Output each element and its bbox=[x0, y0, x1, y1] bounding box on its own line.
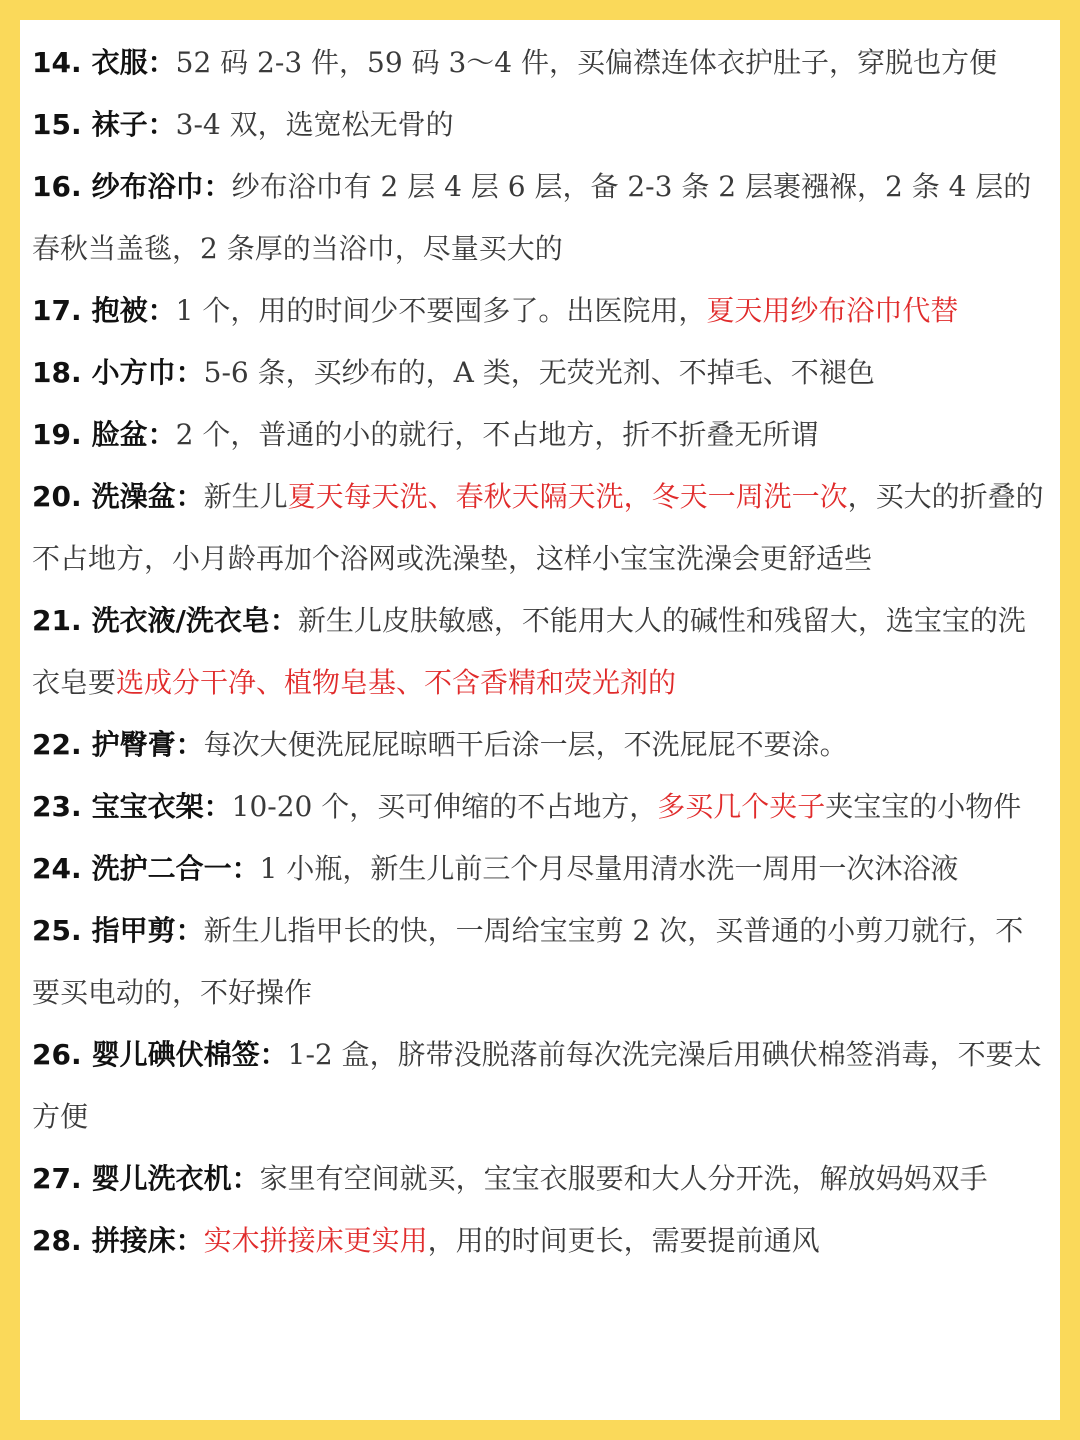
item-title: 抱被： bbox=[91, 294, 176, 327]
item-number: 27. bbox=[32, 1162, 82, 1195]
list-item bbox=[32, 714, 1048, 776]
item-text: 新生儿皮肤敏感，不能用大人的碱性和残留大，选宝宝的洗衣皂要 bbox=[32, 604, 1026, 699]
item-highlight-text: 夏天用纱布浴巾代替 bbox=[706, 294, 959, 327]
item-title: 拼接床： bbox=[91, 1224, 204, 1257]
item-title: 婴儿洗衣机： bbox=[91, 1162, 260, 1195]
item-text: 10-20 个，买可伸缩的不占地方， bbox=[231, 790, 658, 823]
item-title: 洗衣液/洗衣皂： bbox=[91, 604, 298, 637]
list-item bbox=[32, 1148, 1048, 1210]
item-number: 21. bbox=[32, 604, 82, 637]
item-title: 袜子： bbox=[91, 108, 176, 141]
item-number: 23. bbox=[32, 790, 82, 823]
item-title: 衣服： bbox=[91, 46, 176, 79]
list-item bbox=[32, 280, 1048, 342]
item-highlight-text: 夏天每天洗、春秋天隔天洗，冬天一周洗一次 bbox=[287, 480, 848, 513]
item-title: 洗澡盆： bbox=[91, 480, 204, 513]
item-title: 婴儿碘伏棉签： bbox=[91, 1038, 288, 1071]
item-number: 18. bbox=[32, 356, 82, 389]
item-title: 脸盆： bbox=[91, 418, 176, 451]
item-text: 5-6 条，买纱布的，A 类，无荧光剂、不掉毛、不褪色 bbox=[203, 356, 875, 389]
item-title: 护臀膏： bbox=[91, 728, 204, 761]
item-text: ，用的时间更长，需要提前通风 bbox=[427, 1224, 820, 1257]
item-number: 15. bbox=[32, 108, 82, 141]
item-title: 纱布浴巾： bbox=[91, 170, 232, 203]
item-text: 1 个，用的时间少不要囤多了。出医院用， bbox=[175, 294, 707, 327]
item-number: 16. bbox=[32, 170, 82, 203]
item-number: 22. bbox=[32, 728, 82, 761]
list-item bbox=[32, 1024, 1048, 1148]
item-text: 52 码 2-3 件，59 码 3～4 件，买偏襟连体衣护肚子，穿脱也方便 bbox=[175, 46, 998, 79]
item-text: 1 小瓶，新生儿前三个月尽量用清水洗一周用一次沐浴液 bbox=[259, 852, 959, 885]
item-number: 14. bbox=[32, 46, 82, 79]
item-text: 新生儿 bbox=[203, 480, 288, 513]
item-number: 24. bbox=[32, 852, 82, 885]
list-item bbox=[32, 342, 1048, 404]
list-item bbox=[32, 1210, 1048, 1272]
item-text: 家里有空间就买，宝宝衣服要和大人分开洗，解放妈妈双手 bbox=[259, 1162, 988, 1195]
checklist-card bbox=[20, 20, 1060, 1420]
item-text: 2 个，普通的小的就行，不占地方，折不折叠无所谓 bbox=[175, 418, 819, 451]
item-title: 宝宝衣架： bbox=[91, 790, 232, 823]
list-item bbox=[32, 32, 1048, 94]
item-text: 每次大便洗屁屁晾晒干后涂一层，不洗屁屁不要涂。 bbox=[203, 728, 848, 761]
item-text: 1-2 盒，脐带没脱落前每次洗完澡后用碘伏棉签消毒，不要太方便 bbox=[32, 1038, 1042, 1133]
list-item bbox=[32, 900, 1048, 1024]
item-number: 26. bbox=[32, 1038, 82, 1071]
list-item bbox=[32, 590, 1048, 714]
item-title: 指甲剪： bbox=[91, 914, 204, 947]
item-number: 20. bbox=[32, 480, 82, 513]
item-highlight-text: 多买几个夹子 bbox=[657, 790, 826, 823]
item-text: 新生儿指甲长的快，一周给宝宝剪 2 次，买普通的小剪刀就行，不要买电动的，不好操作 bbox=[32, 914, 1024, 1009]
list-item bbox=[32, 156, 1048, 280]
item-number: 28. bbox=[32, 1224, 82, 1257]
item-highlight-text: 选成分干净、植物皂基、不含香精和荧光剂的 bbox=[116, 666, 677, 699]
item-text: 夹宝宝的小物件 bbox=[825, 790, 1022, 823]
item-title: 小方巾： bbox=[91, 356, 204, 389]
list-item bbox=[32, 466, 1048, 590]
item-highlight-text: 实木拼接床更实用 bbox=[203, 1224, 428, 1257]
item-number: 19. bbox=[32, 418, 82, 451]
list-item bbox=[32, 776, 1048, 838]
item-text: ，买大的折叠的不占地方，小月龄再加个浴网或洗澡垫，这样小宝宝洗澡会更舒适些 bbox=[32, 480, 1044, 575]
list-item bbox=[32, 94, 1048, 156]
item-number: 25. bbox=[32, 914, 82, 947]
item-title: 洗护二合一： bbox=[91, 852, 260, 885]
item-number: 17. bbox=[32, 294, 82, 327]
item-text: 3-4 双，选宽松无骨的 bbox=[175, 108, 454, 141]
list-item bbox=[32, 838, 1048, 900]
item-text: 纱布浴巾有 2 层 4 层 6 层，备 2-3 条 2 层裹襁褓，2 条 4 层的春秋当盖毯，2 条厚的当浴巾，尽量买大的 bbox=[32, 170, 1032, 265]
list-item bbox=[32, 404, 1048, 466]
